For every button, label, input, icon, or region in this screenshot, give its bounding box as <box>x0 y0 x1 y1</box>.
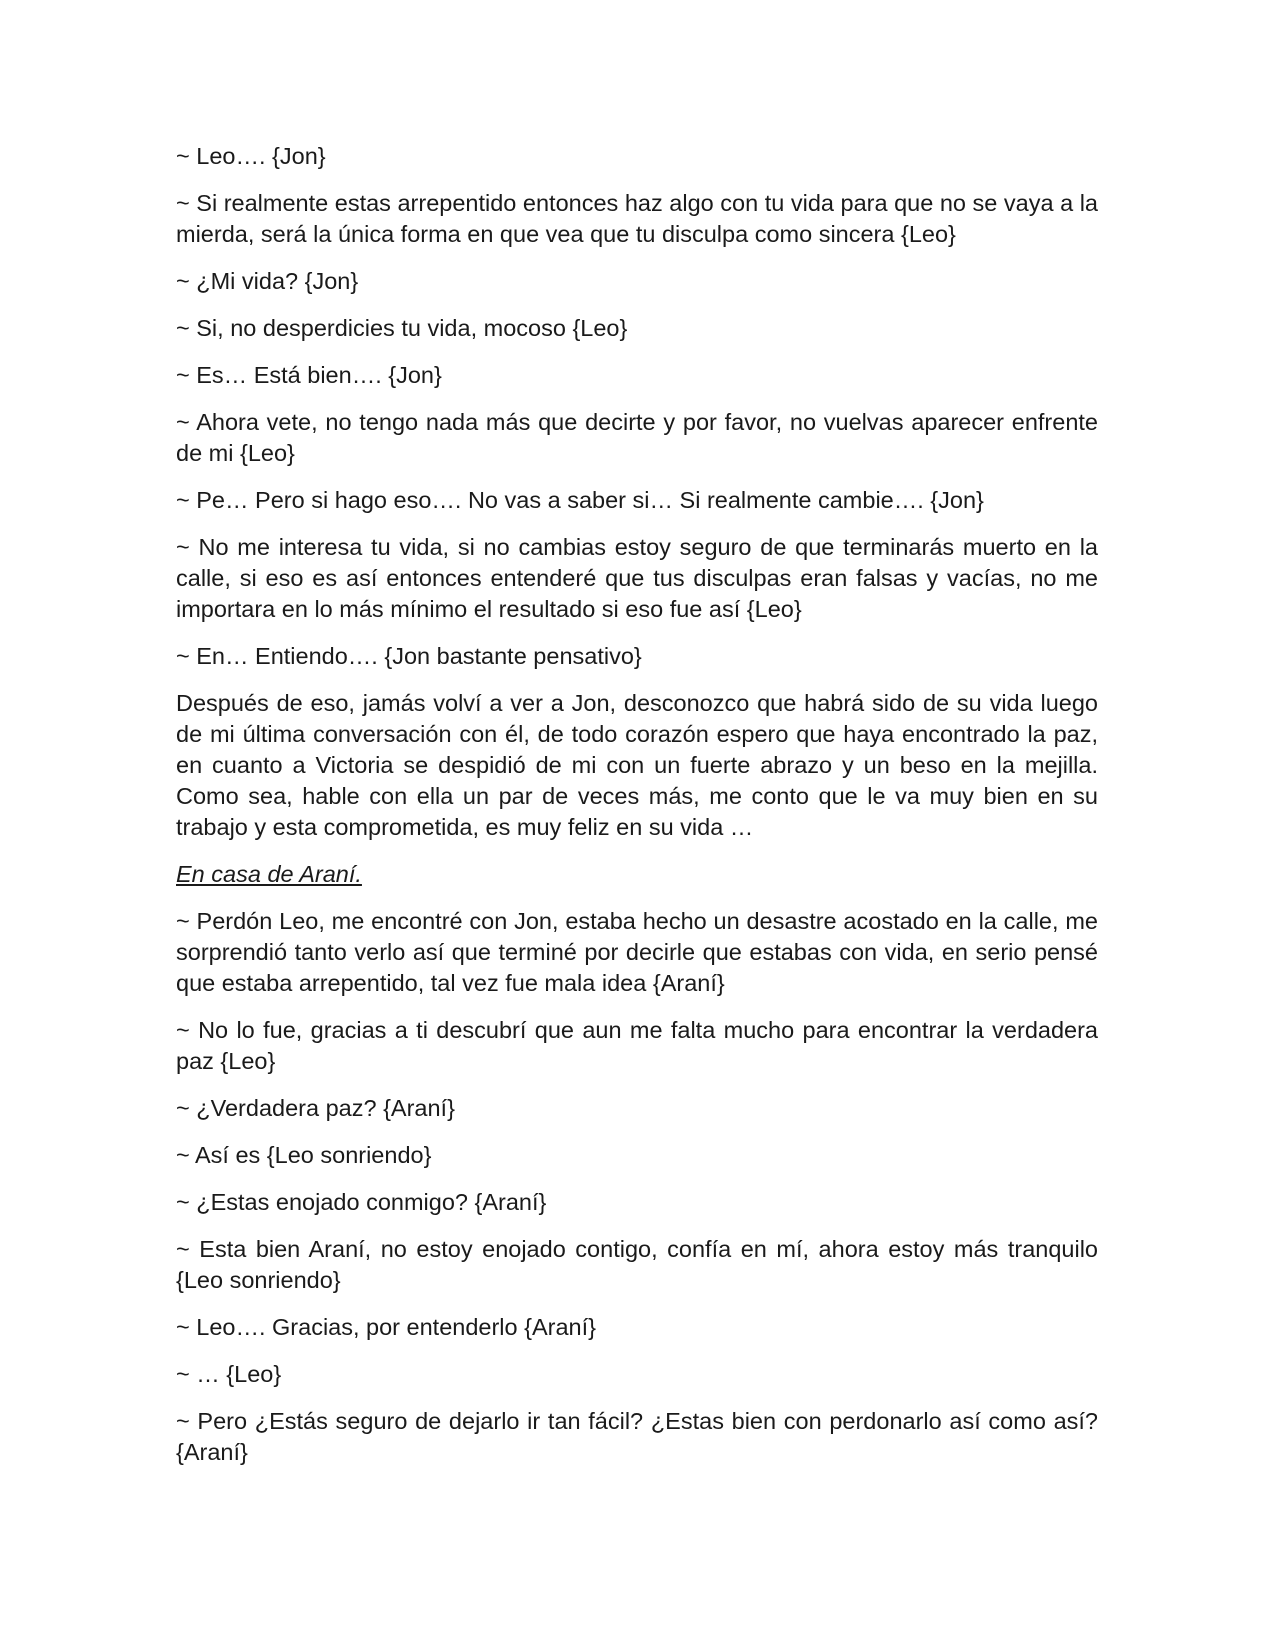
dialogue-line: ~ Ahora vete, no tengo nada más que decirte y por favor, no vuelvas aparecer enfrente de mi {Leo} <box>176 409 1098 466</box>
dialogue-line: ~ En… Entiendo…. {Jon bastante pensativo} <box>176 643 642 669</box>
dialogue-line: ~ Leo…. Gracias, por entenderlo {Araní} <box>176 1314 596 1340</box>
dialogue-line: ~ Pe… Pero si hago eso…. No vas a saber si… Si realmente cambie…. {Jon} <box>176 487 984 513</box>
dialogue-line: ~ Es… Está bien…. {Jon} <box>176 362 442 388</box>
narration-paragraph: Después de eso, jamás volví a ver a Jon, desconozco que habrá sido de su vida luego de mi última conversación con él, de todo corazón espero que haya encontrado la paz, en cuanto a Victoria se despidió de mi con un fuerte abrazo y un beso en la mejilla. Como sea, hable con ella un par de veces más, me conto que le va muy bien en su trabajo y esta comprometida, es muy feliz en su vida … <box>176 690 1098 840</box>
dialogue-line: ~ Si, no desperdicies tu vida, mocoso {Leo} <box>176 315 628 341</box>
dialogue-line: ~ ¿Mi vida? {Jon} <box>176 268 359 294</box>
dialogue-line: ~ Esta bien Araní, no estoy enojado contigo, confía en mí, ahora estoy más tranquilo {Leo sonriendo} <box>176 1236 1098 1293</box>
dialogue-line: ~ Perdón Leo, me encontré con Jon, estaba hecho un desastre acostado en la calle, me sorprendió tanto verlo así que terminé por decirle que estabas con vida, en serio pensé que estaba arrepentido, tal vez fue mala idea {Araní} <box>176 908 1098 996</box>
dialogue-line: ~ No me interesa tu vida, si no cambias estoy seguro de que terminarás muerto en la calle, si eso es así entonces entenderé que tus disculpas eran falsas y vacías, no me importara en lo más mínimo el resultado si eso fue así {Leo} <box>176 534 1098 622</box>
document-page <box>176 141 1098 1484</box>
dialogue-line: ~ Si realmente estas arrepentido entonces haz algo con tu vida para que no se vaya a la mierda, será la única forma en que vea que tu disculpa como sincera {Leo} <box>176 190 1098 247</box>
dialogue-line: ~ Así es {Leo sonriendo} <box>176 1142 432 1168</box>
dialogue-line: ~ ¿Verdadera paz? {Araní} <box>176 1095 455 1121</box>
dialogue-line: ~ Pero ¿Estás seguro de dejarlo ir tan fácil? ¿Estas bien con perdonarlo así como así? {Araní} <box>176 1408 1098 1465</box>
dialogue-line: ~ ¿Estas enojado conmigo? {Araní} <box>176 1189 547 1215</box>
section-heading: En casa de Araní. <box>176 861 362 887</box>
dialogue-line: ~ … {Leo} <box>176 1361 282 1387</box>
dialogue-line: ~ No lo fue, gracias a ti descubrí que aun me falta mucho para encontrar la verdadera paz {Leo} <box>176 1017 1098 1074</box>
dialogue-line: ~ Leo…. {Jon} <box>176 143 326 169</box>
